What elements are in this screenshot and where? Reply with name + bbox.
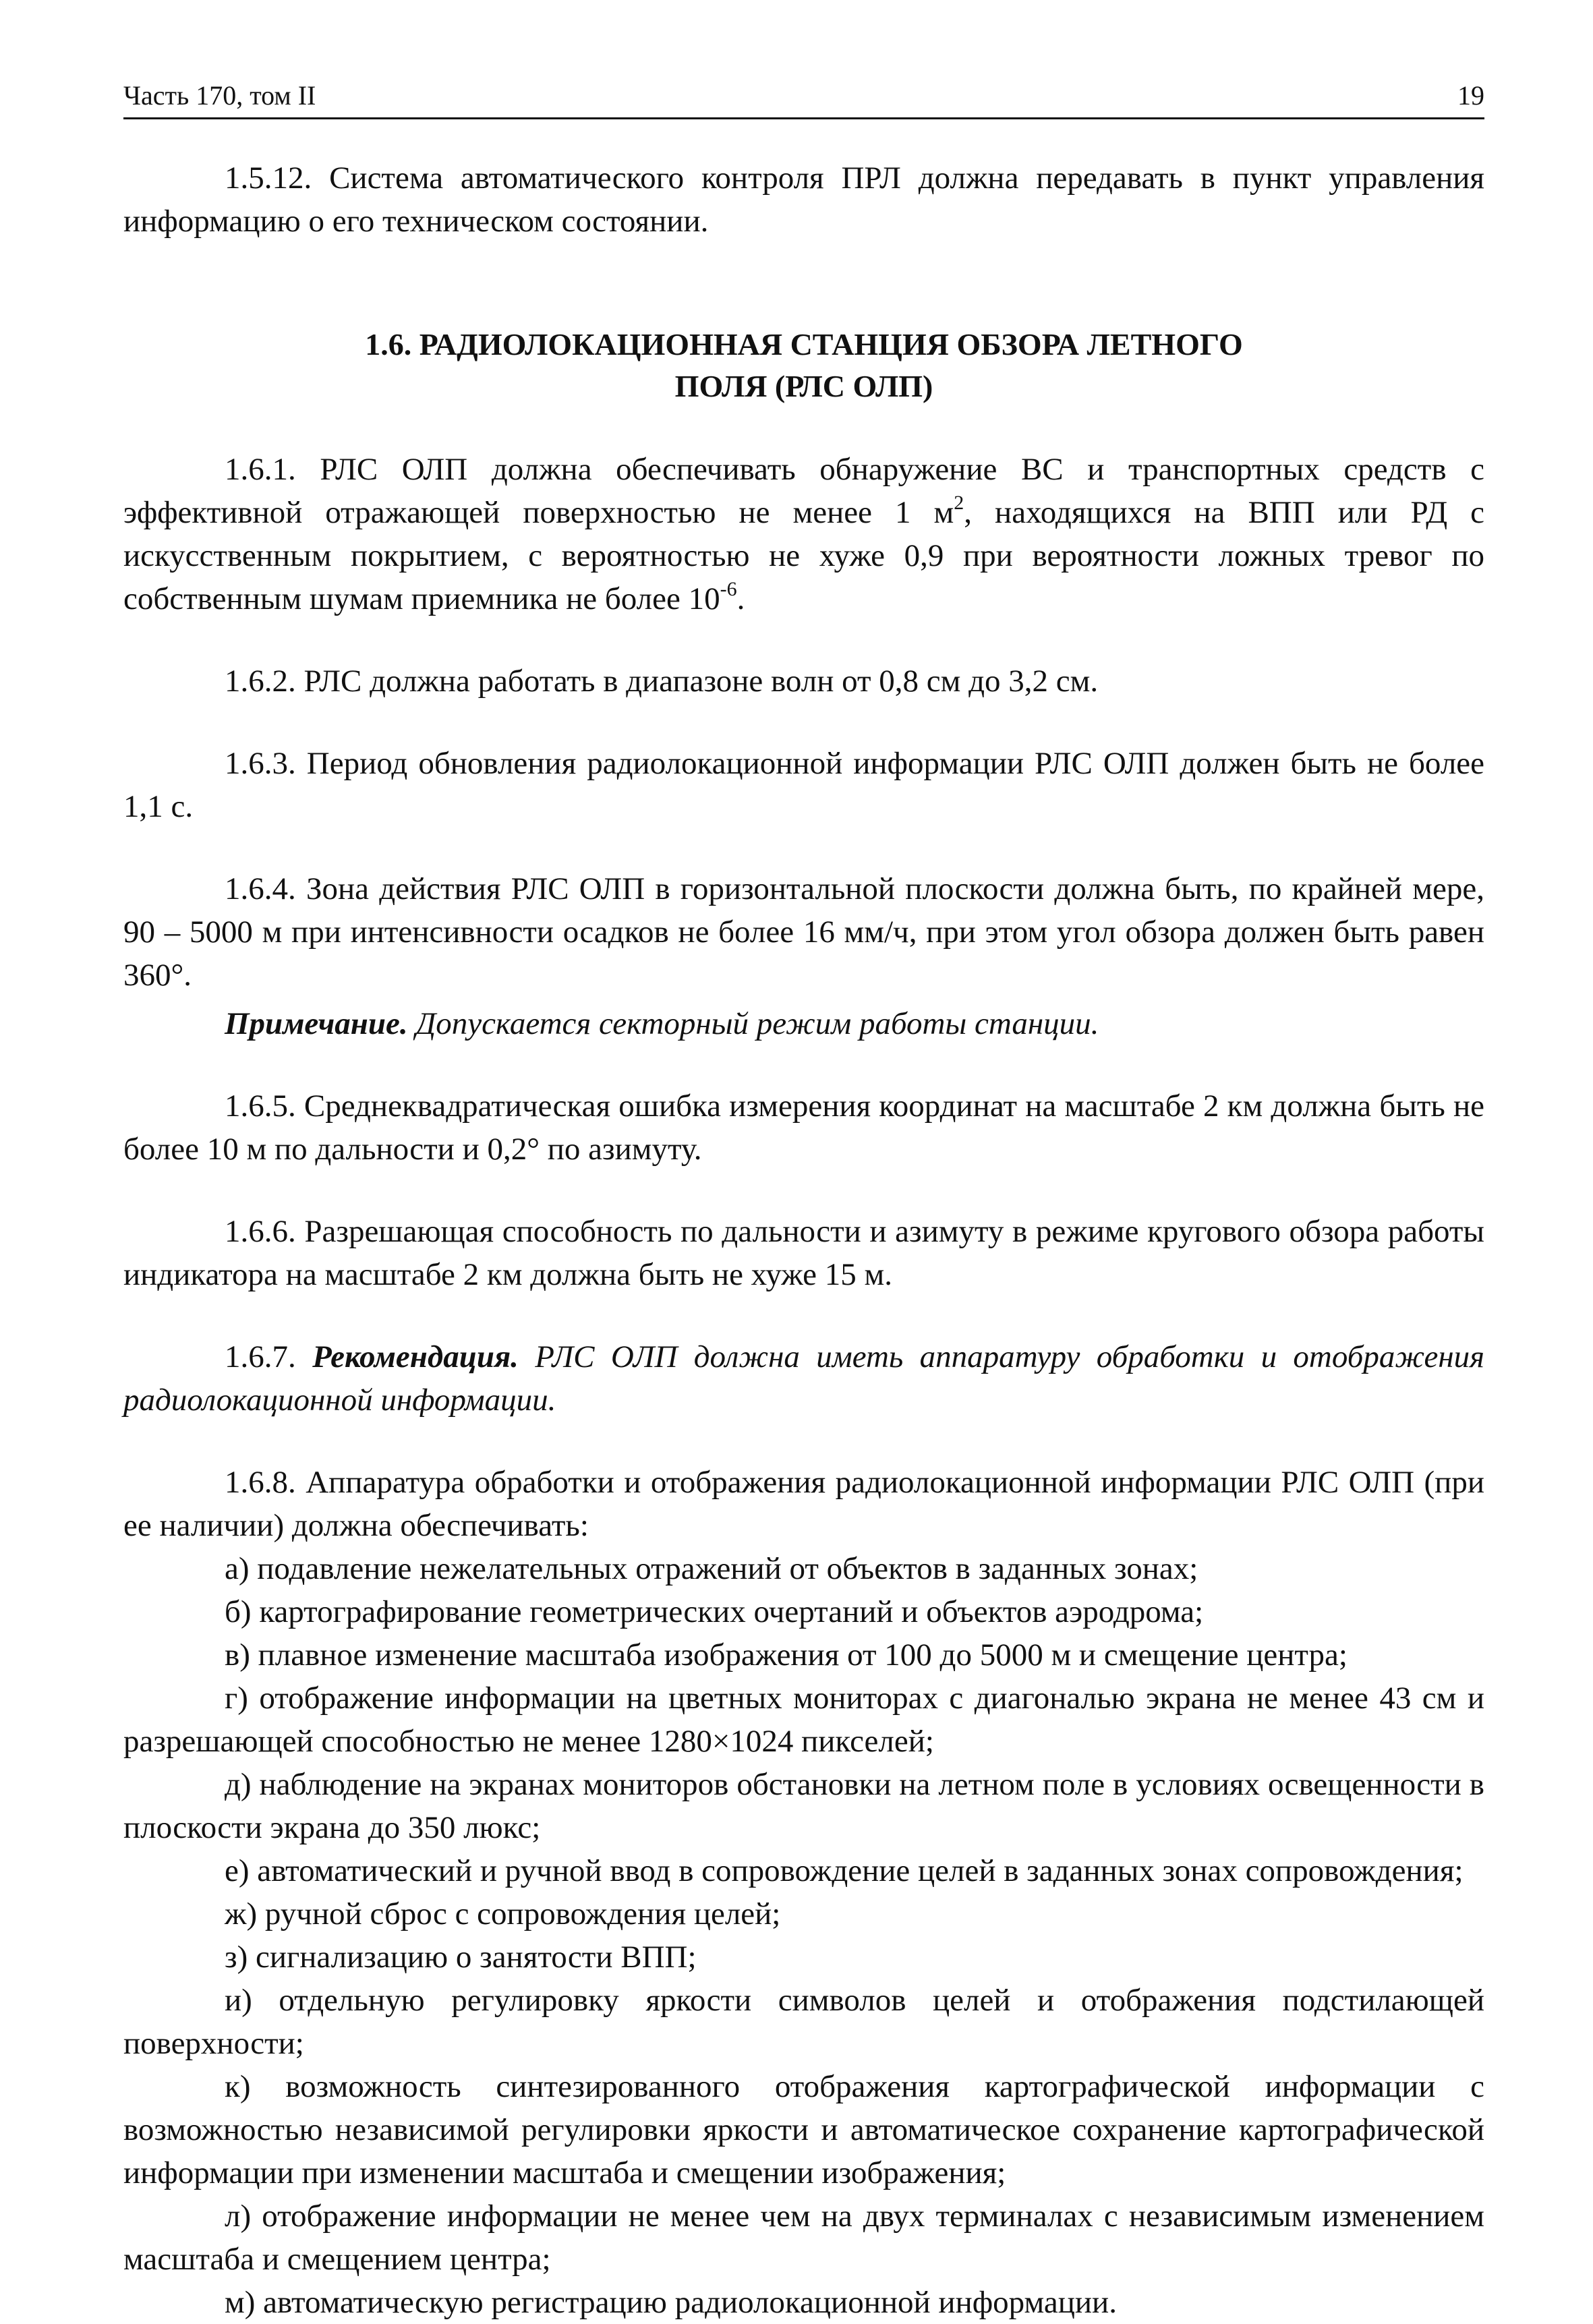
paragraph-1-6-1-part-1: 1.6.1. РЛС ОЛП должна обеспечивать обнаружение ВС и транспортных средств с эффективной отражающей поверхностью не менее 1 м: [123, 452, 1484, 530]
paragraph-1-6-1-part-3: .: [736, 581, 745, 616]
header-title: Часть 170, том II: [123, 80, 316, 111]
section-heading-line-2: ПОЛЯ (РЛС ОЛП): [674, 369, 933, 403]
section-heading: [123, 324, 1484, 407]
page-number: 19: [1457, 80, 1484, 111]
paragraph-1-6-7-number: 1.6.7.: [225, 1339, 313, 1374]
paragraph-1-6-2: 1.6.2. РЛС должна работать в диапазоне волн от 0,8 см до 3,2 см.: [225, 664, 1099, 699]
superscript-area-unit: 2: [954, 492, 964, 514]
section-heading-line-1: 1.6. РАДИОЛОКАЦИОННАЯ СТАНЦИЯ ОБЗОРА ЛЕТНОГО: [365, 327, 1243, 361]
note-label: Примечание.: [225, 1006, 408, 1041]
list-item: в) плавное изменение масштаба изображения от 100 до 5000 м и смещение центра;: [225, 1637, 1348, 1673]
list-item: д) наблюдение на экранах мониторов обстановки на летном поле в условиях освещенности в плоскости экрана до 350 люкс;: [123, 1767, 1484, 1845]
paragraph-1-6-1: [123, 448, 1484, 620]
recommendation-text: РЛС ОЛП должна иметь аппаратуру обработки и отображения радиолокационной информации.: [123, 1339, 1485, 1418]
list-item: з) сигнализацию о занятости ВПП;: [225, 1940, 697, 1975]
list-item: г) отображение информации на цветных мониторах с диагональю экрана не менее 43 см и разрешающей способностью не менее 1280×1024 пикселей;: [123, 1681, 1484, 1759]
list-item: б) картографирование геометрических очертаний и объектов аэродрома;: [225, 1594, 1204, 1629]
paragraph-1-6-7: [123, 1335, 1484, 1422]
list-item: е) автоматический и ручной ввод в сопровождение целей в заданных зонах сопровождения;: [225, 1853, 1464, 1888]
list-item: л) отображение информации не менее чем на двух терминалах с независимым изменением масштаба и смещением центра;: [123, 2199, 1484, 2277]
list-item: к) возможность синтезированного отображения картографической информации с возможностью независимой регулировки яркости и автоматическое сохранение картографической информации при изменении масштаба и смещении изображения;: [123, 2069, 1484, 2190]
running-header: [123, 80, 1484, 119]
paragraph-1-6-5: 1.6.5. Среднеквадратическая ошибка измерения координат на масштабе 2 км должна быть не более 10 м по дальности и 0,2° по азимуту.: [123, 1088, 1484, 1167]
note: [123, 1002, 1484, 1045]
paragraph-1-6-4: 1.6.4. Зона действия РЛС ОЛП в горизонтальной плоскости должна быть, по крайней мере, 90 – 5000 м при интенсивности осадков не более 16 мм/ч, при этом угол обзора должен быть равен 360°.: [123, 871, 1484, 993]
list-item: а) подавление нежелательных отражений от объектов в заданных зонах;: [225, 1551, 1198, 1586]
recommendation-label: Рекомендация.: [312, 1339, 519, 1374]
paragraph-1-6-1-part-2: , находящихся на ВПП или РД с искусственным покрытием, с вероятностью не хуже 0,9 при вероятности ложных тревог по собственным шумам приемника не более 10: [123, 495, 1485, 616]
paragraph-1-5-12: 1.5.12. Система автоматического контроля ПРЛ должна передавать в пункт управления информацию о его техническом состоянии.: [123, 161, 1484, 239]
list-item: м) автоматическую регистрацию радиолокационной информации.: [225, 2285, 1117, 2320]
document-page: [123, 80, 1484, 2324]
requirements-list: [123, 1547, 1484, 2324]
list-item: и) отдельную регулировку яркости символов целей и отображения подстилающей поверхности;: [123, 1983, 1484, 2061]
superscript-exponent: -6: [720, 578, 737, 600]
note-text: Допускается секторный режим работы станции.: [407, 1006, 1099, 1041]
list-item: ж) ручной сброс с сопровождения целей;: [225, 1896, 781, 1931]
paragraph-1-6-3: 1.6.3. Период обновления радиолокационной информации РЛС ОЛП должен быть не более 1,1 с.: [123, 746, 1484, 824]
paragraph-1-6-8: 1.6.8. Аппаратура обработки и отображения радиолокационной информации РЛС ОЛП (при ее наличии) должна обеспечивать:: [123, 1465, 1484, 1543]
paragraph-1-6-6: 1.6.6. Разрешающая способность по дальности и азимуту в режиме кругового обзора работы индикатора на масштабе 2 км должна быть не хуже 15 м.: [123, 1214, 1484, 1292]
